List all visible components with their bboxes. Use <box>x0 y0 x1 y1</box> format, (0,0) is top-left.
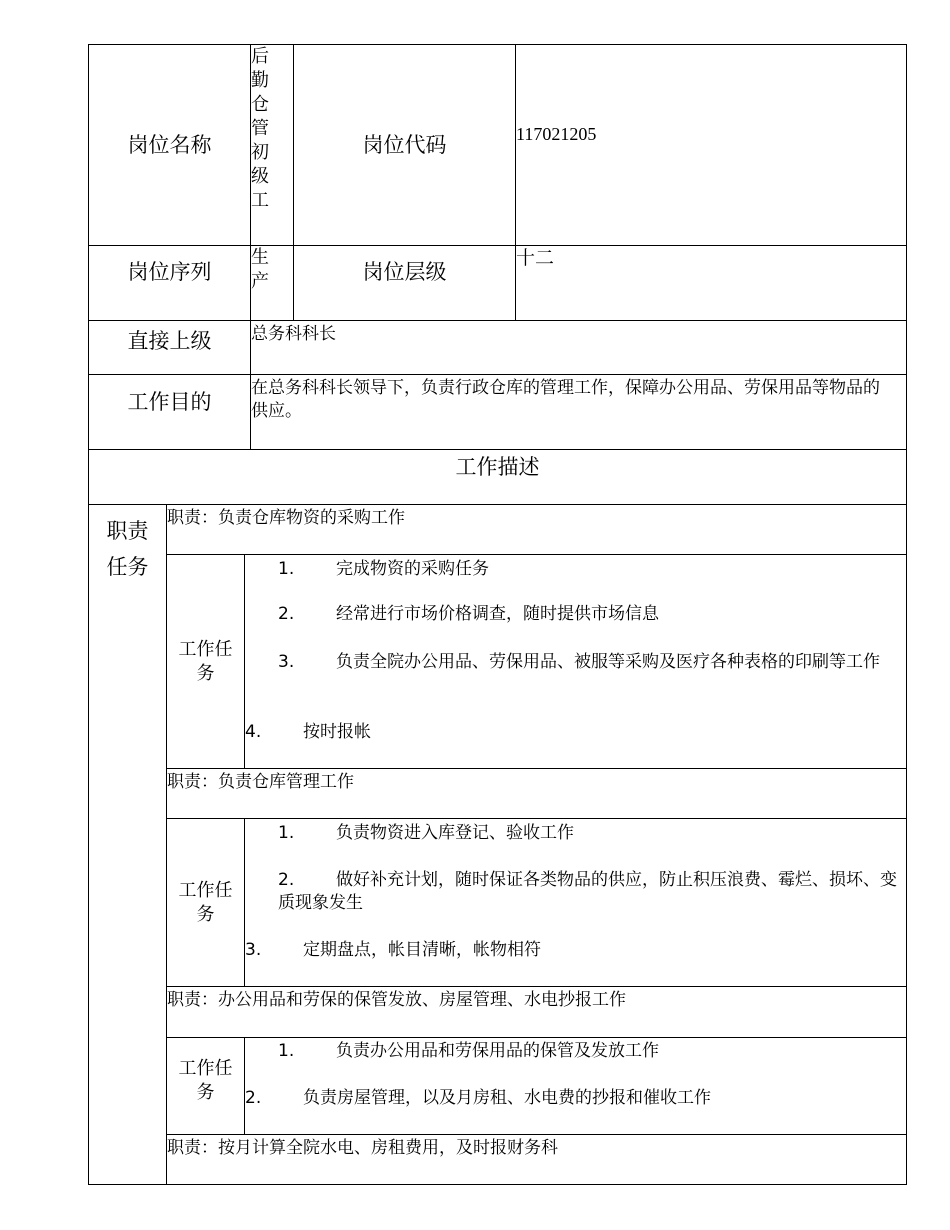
duty-2-task-list <box>244 818 907 987</box>
task-item: 1. 负责办公用品和劳保用品的保管及发放工作 <box>278 1041 659 1061</box>
duty-4-title-cell <box>166 1134 907 1185</box>
duty-1-title: 职责：负责仓库物资的采购工作 <box>167 508 405 528</box>
post-name-label: 岗位名称 <box>127 133 212 157</box>
task-item: 1. 完成物资的采购任务 <box>278 559 489 579</box>
post-level-value: 十二 <box>516 247 555 269</box>
duty-2-task-label-cell <box>166 818 245 987</box>
duty-1-title-cell <box>166 504 907 555</box>
work-description-header-cell <box>88 449 907 505</box>
post-level-label-cell <box>293 245 516 321</box>
task-item: 2. 做好补充计划，随时保证各类物品的供应，防止积压浪费、霉烂、损坏、变质现象发生 <box>278 870 897 913</box>
duty-1-task-list <box>244 554 907 769</box>
duty-task-label: 职责任务 <box>106 519 149 579</box>
duty-task-label-cell <box>88 504 167 1185</box>
post-name-value: 后勤仓管初级工 <box>251 46 269 211</box>
task-item: 3. 负责全院办公用品、劳保用品、被服等采购及医疗各种表格的印刷等工作 <box>278 652 880 672</box>
duty-3-task-label-cell <box>166 1037 245 1135</box>
task-item: 1. 负责物资进入库登记、验收工作 <box>278 823 574 843</box>
post-name-label-cell <box>88 44 251 246</box>
duty-3-task-list <box>244 1037 907 1135</box>
task-item: 3. 定期盘点，帐目清晰，帐物相符 <box>245 940 541 960</box>
post-level-label: 岗位层级 <box>362 260 447 284</box>
duty-3-title: 职责：办公用品和劳保的保管发放、房屋管理、水电抄报工作 <box>167 990 626 1010</box>
duty-3-title-cell <box>166 986 907 1038</box>
supervisor-value-cell <box>250 320 907 375</box>
post-series-value: 生产 <box>251 247 269 292</box>
duty-1-task-label: 工作任务 <box>178 638 233 684</box>
post-code-label-cell <box>293 44 516 246</box>
supervisor-label: 直接上级 <box>127 328 212 353</box>
purpose-label-cell <box>88 374 251 450</box>
post-series-label: 岗位序列 <box>127 260 212 284</box>
duty-2-task-label: 工作任务 <box>178 879 233 925</box>
post-series-label-cell <box>88 245 251 321</box>
task-item: 2. 负责房屋管理，以及月房租、水电费的抄报和催收工作 <box>245 1088 711 1108</box>
supervisor-value: 总务科科长 <box>251 324 336 344</box>
post-code-value-cell <box>515 44 907 246</box>
duty-2-title-cell <box>166 768 907 819</box>
task-item: 4. 按时报帐 <box>245 722 371 742</box>
post-level-value-cell <box>515 245 907 321</box>
task-item: 2. 经常进行市场价格调查，随时提供市场信息 <box>278 604 659 624</box>
post-series-value-cell <box>250 245 294 321</box>
post-code-label: 岗位代码 <box>362 133 447 157</box>
duty-4-title: 职责：按月计算全院水电、房租费用，及时报财务科 <box>167 1138 558 1158</box>
post-name-value-cell <box>250 44 294 246</box>
supervisor-label-cell <box>88 320 251 375</box>
purpose-label: 工作目的 <box>127 390 212 414</box>
work-description-title: 工作描述 <box>455 455 540 479</box>
purpose-value-cell <box>250 374 907 450</box>
duty-2-title: 职责：负责仓库管理工作 <box>167 772 354 792</box>
duty-3-task-label: 工作任务 <box>178 1058 233 1103</box>
purpose-value: 在总务科科长领导下，负责行政仓库的管理工作，保障办公用品、劳保用品等物品的供应。 <box>251 378 880 421</box>
duty-1-task-label-cell <box>166 554 245 769</box>
post-code-value: 117021205 <box>516 124 597 144</box>
